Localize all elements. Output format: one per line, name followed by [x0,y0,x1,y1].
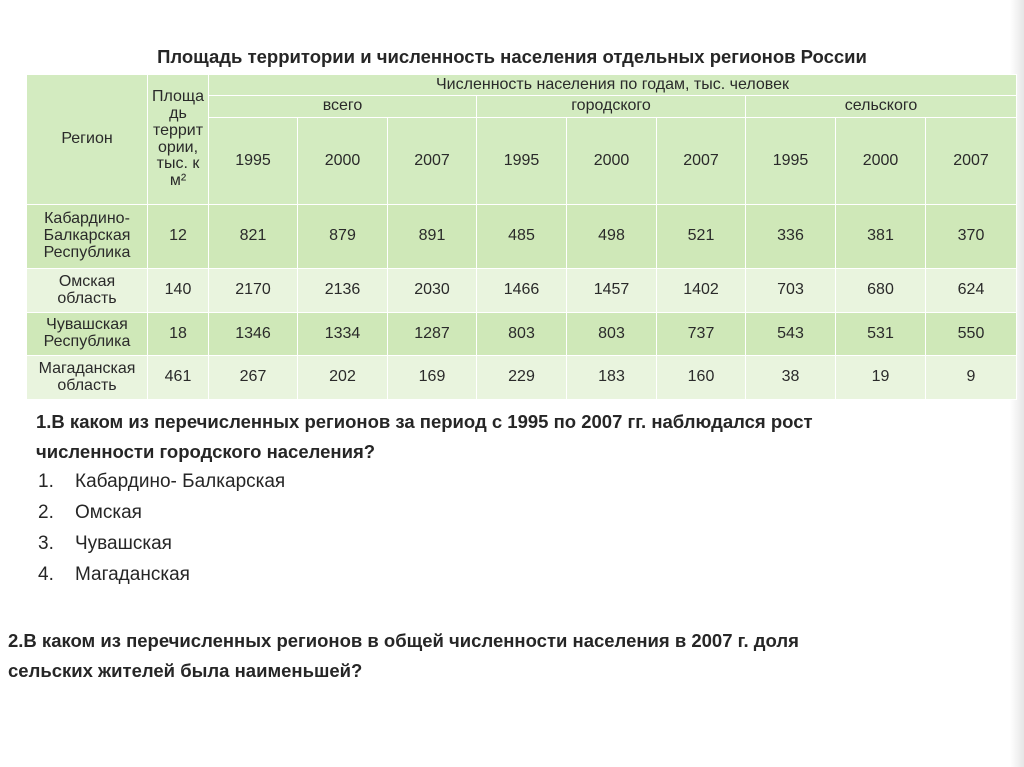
question-2: 2.В каком из перечисленных регионов в общей численности населения в 2007 г. доля сельских жителей была наименьшей? [8,630,799,681]
value-cell: 1466 [477,269,567,313]
value-cell: 737 [657,313,746,356]
year-header: 2000 [567,118,657,205]
area-header: Площа дь террит ории, тыс. к м² [148,75,209,205]
value-cell: 624 [926,269,1017,313]
option-item: 2. Омская [38,502,142,523]
area-cell: 140 [148,269,209,313]
value-cell: 521 [657,205,746,269]
area-cell: 12 [148,205,209,269]
region-cell: Чувашская Республика [27,313,148,356]
value-cell: 1287 [388,313,477,356]
region-cell: Омская область [27,269,148,313]
value-cell: 1402 [657,269,746,313]
option-item: 3. Чувашская [38,533,172,554]
table-row [27,356,1017,400]
year-header: 1995 [477,118,567,205]
area-cell: 18 [148,313,209,356]
value-cell: 550 [926,313,1017,356]
group-header-total: всего [209,96,477,118]
value-cell: 19 [836,356,926,400]
value-cell: 803 [477,313,567,356]
region-cell: Кабардино- Балкарская Республика [27,205,148,269]
option-item: 1. Кабардино- Балкарская [38,471,286,492]
value-cell: 485 [477,205,567,269]
value-cell: 680 [836,269,926,313]
value-cell: 267 [209,356,298,400]
year-header: 2007 [926,118,1017,205]
value-cell: 229 [477,356,567,400]
value-cell: 2170 [209,269,298,313]
table-row [27,269,1017,313]
value-cell: 703 [746,269,836,313]
value-cell: 381 [836,205,926,269]
question-1-options [38,466,285,590]
group-header-rural: сельского [746,96,1017,118]
value-cell: 1457 [567,269,657,313]
value-cell: 160 [657,356,746,400]
value-cell: 9 [926,356,1017,400]
value-cell: 336 [746,205,836,269]
value-cell: 531 [836,313,926,356]
data-table [26,74,1017,400]
value-cell: 1346 [209,313,298,356]
region-cell: Магаданская область [27,356,148,400]
table-row [27,313,1017,356]
value-cell: 169 [388,356,477,400]
population-header: Численность населения по годам, тыс. человек [209,75,1017,96]
question-1: 1.В каком из перечисленных регионов за период с 1995 по 2007 гг. наблюдался рост численности городского населения? [36,411,813,462]
area-cell: 461 [148,356,209,400]
group-header-urban: городского [477,96,746,118]
value-cell: 891 [388,205,477,269]
value-cell: 543 [746,313,836,356]
region-header: Регион [27,75,148,205]
value-cell: 2136 [298,269,388,313]
value-cell: 498 [567,205,657,269]
year-header: 1995 [209,118,298,205]
value-cell: 370 [926,205,1017,269]
value-cell: 803 [567,313,657,356]
slide-title: Площадь территории и численность населения отдельных регионов России [157,46,867,67]
value-cell: 38 [746,356,836,400]
value-cell: 2030 [388,269,477,313]
value-cell: 821 [209,205,298,269]
year-header: 1995 [746,118,836,205]
year-header: 2000 [836,118,926,205]
year-header: 2000 [298,118,388,205]
value-cell: 879 [298,205,388,269]
value-cell: 1334 [298,313,388,356]
value-cell: 183 [567,356,657,400]
year-header: 2007 [388,118,477,205]
option-item: 4. Магаданская [38,564,190,585]
year-header: 2007 [657,118,746,205]
value-cell: 202 [298,356,388,400]
table-row [27,205,1017,269]
